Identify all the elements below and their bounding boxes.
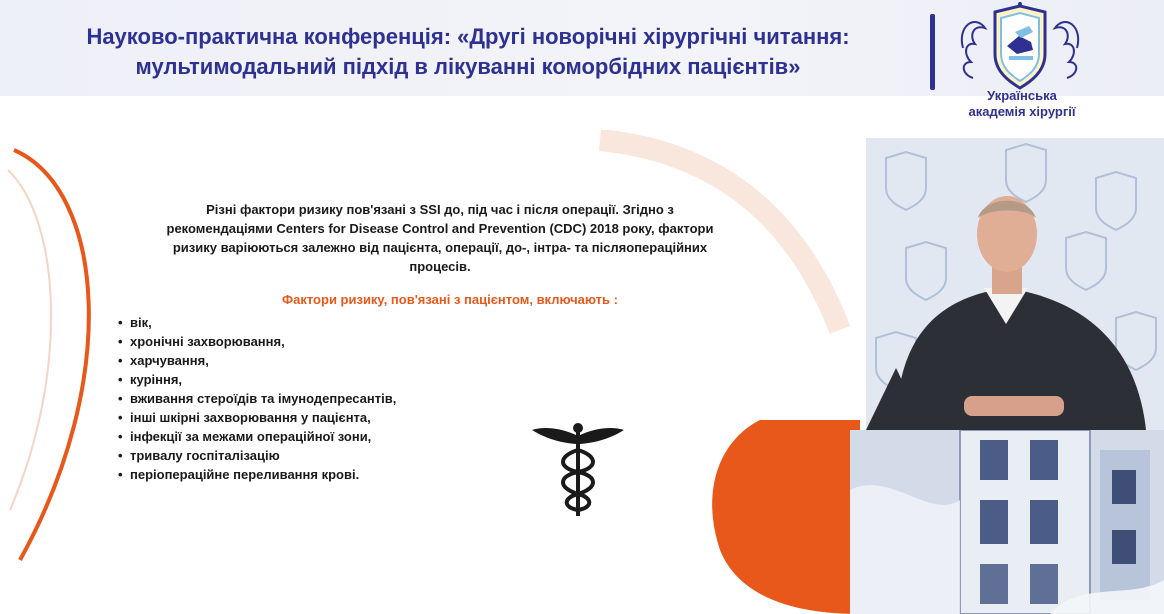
intro-line-2: рекомендаціями Centers for Disease Control and Prevention (CDC) 2018 року, фактори	[166, 221, 714, 236]
conference-title-line-2: мультимодальний підхід в лікуванні коморбідних пацієнтів»	[135, 54, 801, 79]
speaker-video-frame	[866, 138, 1164, 430]
speaker-video	[866, 138, 1164, 430]
list-item: • інші шкірні захворювання у пацієнта,	[118, 408, 396, 427]
presentation-slide	[0, 130, 860, 614]
logo-caption-line-1: Українська	[987, 88, 1057, 103]
risk-factors-list	[118, 313, 396, 484]
intro-line-3: ризику варіюються залежно від пацієнта, операції, до-, інтра- та післяопераційних	[172, 240, 708, 255]
intro-line-1: Різні фактори ризику пов'язані з SSI до, під час і після операції. Згідно з	[206, 202, 674, 217]
list-item: • інфекції за межами операційної зони,	[118, 427, 396, 446]
list-item: • харчування,	[118, 351, 396, 370]
logo-caption-line-2: академія хірургії	[968, 104, 1076, 119]
list-item: • тривалу госпіталізацію	[118, 446, 396, 465]
list-item: • вік,	[118, 313, 396, 332]
background-building-art	[850, 430, 1164, 614]
intro-line-4: процесів.	[409, 259, 471, 274]
academy-logo-icon	[955, 2, 1085, 94]
list-item: • періопераційне переливання крові.	[118, 465, 396, 484]
caduceus-icon	[532, 422, 624, 518]
list-item: • хронічні захворювання,	[118, 332, 396, 351]
risk-factors-heading: Фактори ризику, пов'язані з пацієнтом, включають :	[282, 292, 618, 307]
conference-title	[18, 22, 918, 82]
intro-paragraph	[150, 200, 730, 276]
academy-logo-caption	[948, 88, 1096, 120]
list-item: • куріння,	[118, 370, 396, 389]
header-divider	[930, 14, 935, 90]
conference-title-line-1: Науково-практична конференція: «Другі новорічні хірургічні читання:	[86, 24, 850, 49]
conference-header	[0, 0, 1164, 119]
list-item: • вживання стероїдів та імунодепресантів,	[118, 389, 396, 408]
background-building-image	[850, 430, 1164, 614]
